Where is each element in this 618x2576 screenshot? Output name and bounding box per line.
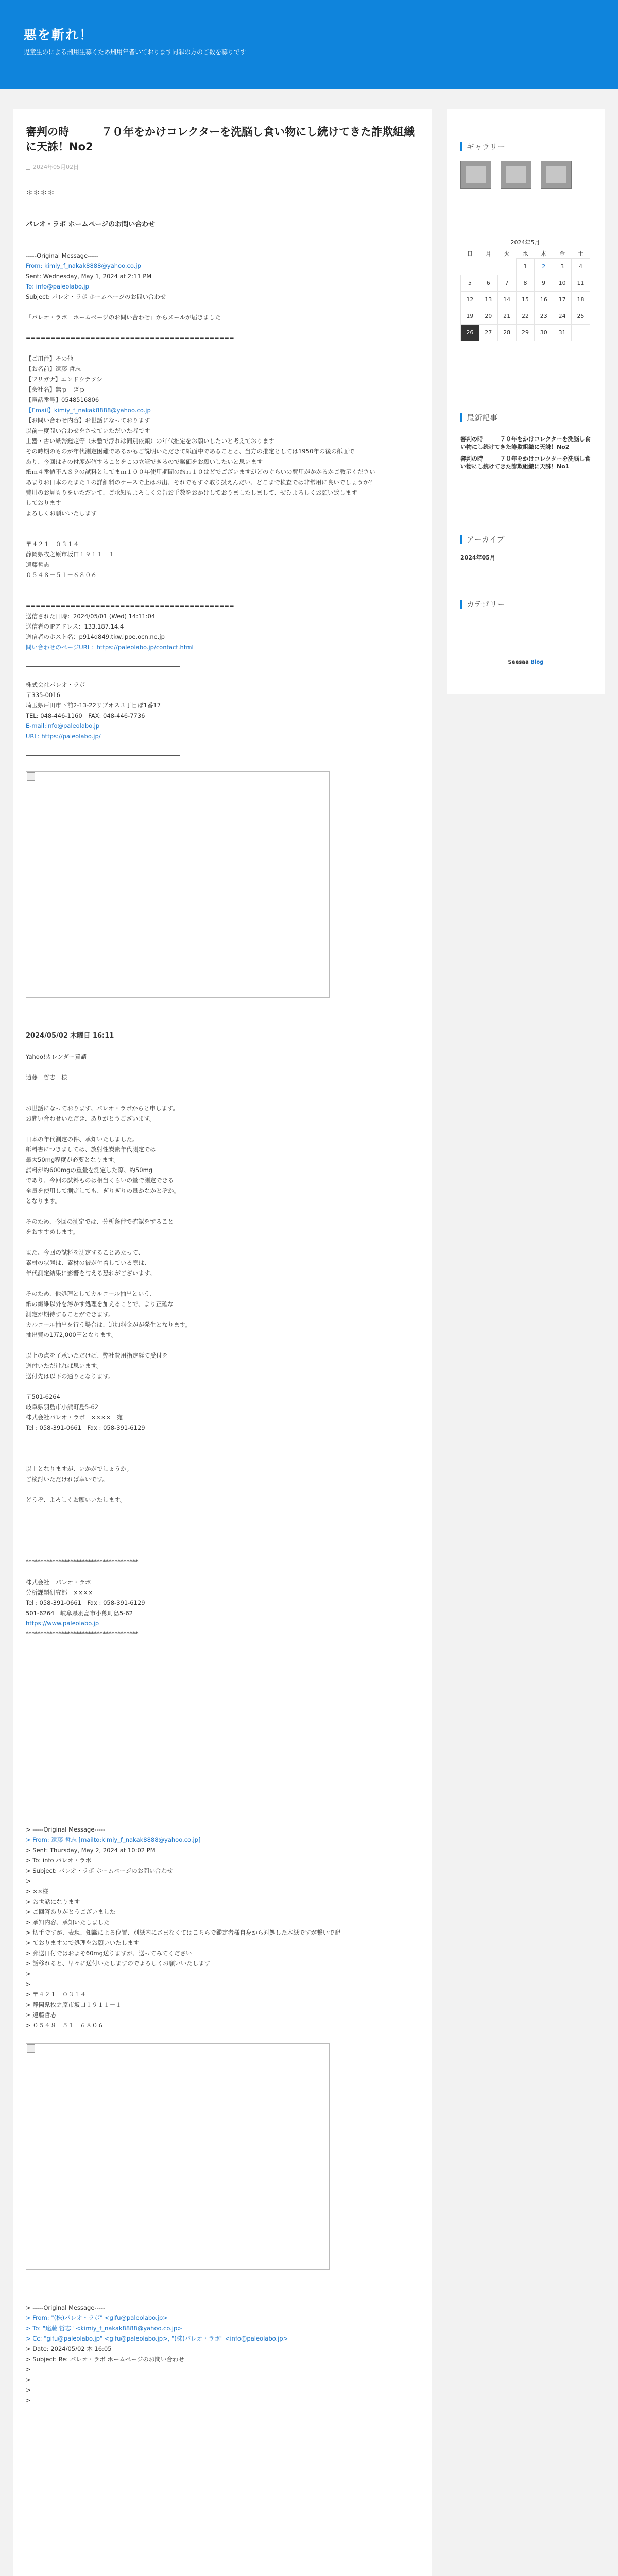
body-line: 〒335-0016 — [26, 691, 60, 699]
body-line: ご検討いただければ幸いです。 — [26, 1475, 109, 1483]
site-title[interactable]: 悪を斬れ！ — [24, 27, 94, 42]
body-line: 送信者のIPアドレス：133.187.14.4 — [26, 623, 124, 631]
body-line-link[interactable]: 【Email】kimiy_f_nakak8888@yahoo.co.jp — [26, 406, 151, 414]
body-line — [26, 2282, 422, 2293]
body-line — [26, 1093, 422, 1104]
calendar-day: 3 — [553, 259, 572, 275]
body-line: -----Original Message----- — [26, 252, 98, 260]
body-line — [26, 199, 422, 209]
body-line: 送付いただければ思います。 — [26, 1362, 102, 1369]
body-line: > — [26, 2396, 31, 2404]
body-line — [26, 1784, 422, 1794]
body-line — [26, 1753, 422, 1763]
body-line: 測定が期待することができます。 — [26, 1310, 114, 1318]
calendar-day: 22 — [516, 308, 535, 325]
calendar-day: 8 — [516, 275, 535, 292]
calendar-empty-cell — [572, 325, 590, 341]
calendar-week — [461, 292, 590, 308]
body-line — [26, 344, 422, 354]
body-line: > ご回答ありがとうございました — [26, 1908, 116, 1916]
body-line: ************************************** — [26, 1630, 139, 1637]
body-line: 岐阜県羽島市小熊町島5-62 — [26, 1403, 99, 1411]
body-line — [26, 1650, 422, 1660]
body-line-link[interactable]: E-mail:info@paleolabo.jp — [26, 722, 100, 730]
body-line: 【会社名】無ｐ ぎｐ — [26, 386, 85, 394]
broken-image-icon — [27, 772, 35, 781]
body-line — [26, 1567, 422, 1578]
article-card — [13, 109, 432, 2576]
body-line — [26, 1238, 422, 1248]
calendar-week — [461, 308, 590, 325]
body-line — [26, 1021, 422, 1031]
body-line: > 静岡県牧之原市坂口１９１１－１ — [26, 2001, 122, 2008]
calendar-day: 12 — [461, 292, 479, 308]
post-body — [26, 188, 422, 2406]
body-line — [26, 230, 422, 241]
body-line: 埼玉県戸田市下前2-13-22リブオス３丁目ぽ1番17 — [26, 702, 161, 709]
body-line: パレオ・ラボ ホームページのお問い合わせ — [26, 221, 156, 229]
body-line: 【ご用件】その他 — [26, 355, 73, 363]
body-line-link[interactable]: 問い合わせのページURL：https://paleolabo.jp/contact.html — [26, 643, 194, 651]
body-line: 「パレオ・ラボ ホームページのお問い合わせ」からメールが届きました — [26, 314, 221, 321]
calendar-weekday: 水 — [522, 250, 528, 257]
post-date-text: 2024年05月02日 — [33, 164, 79, 171]
body-line: その時期のものが年代測定困難であるかもご説明いただきて紙面中であることと、当方の推定としては1950年の後の紙面で — [26, 448, 355, 455]
gallery-thumbnails — [460, 161, 572, 189]
body-line: 株式会社パレオ・ラボ — [26, 681, 85, 689]
body-line — [26, 1794, 422, 1804]
body-line — [26, 1207, 422, 1217]
calendar-day: 29 — [516, 325, 535, 341]
body-line: > 遠藤哲志 — [26, 2011, 57, 2019]
body-line: > — [26, 2376, 31, 2383]
body-line — [26, 670, 422, 680]
body-line — [26, 1279, 422, 1289]
calendar-day: 18 — [572, 292, 590, 308]
badge-suffix: Blog — [528, 659, 544, 665]
body-line-link[interactable]: To: info@paleolabo.jp — [26, 283, 89, 291]
calendar-day: 11 — [572, 275, 590, 292]
body-line: 静岡県牧之原市坂口１９１１－１ — [26, 551, 115, 558]
calendar-icon — [26, 165, 30, 170]
body-line — [26, 1670, 422, 1681]
body-line: ０５４８－５１－６８０６ — [26, 571, 97, 579]
divider — [26, 666, 180, 667]
body-line: 【電話番号】0548516806 — [26, 396, 99, 404]
site-header — [0, 0, 618, 89]
body-line: あまりお日本のたまた１の詳細料のケースで上はお出、それでもすぐ取り扱えんだい、どこまで検査では非常用に良いでしょうか？ — [26, 479, 375, 486]
body-line: > Date: 2024/05/02 木 16:05 — [26, 2345, 112, 2352]
calendar-empty-cell — [479, 259, 497, 275]
body-line: であり、今回の試料ものは相当くらいの量で測定できる — [26, 1176, 174, 1184]
body-line — [26, 1000, 422, 1010]
calendar-day[interactable]: 2 — [535, 259, 553, 275]
gallery-thumbnail[interactable] — [541, 161, 572, 189]
calendar-day: 30 — [535, 325, 553, 341]
calendar-day: 20 — [479, 308, 497, 325]
site-description: 児童生のによる刑用生募くため刑用年者いております同罪の方のご数を募りです — [24, 48, 247, 56]
body-line: TEL: 048-446-1160 FAX: 048-446-7736 — [26, 712, 145, 720]
archive-link[interactable]: 2024年05月 — [460, 554, 495, 561]
calendar-day: 5 — [461, 275, 479, 292]
body-line — [26, 1742, 422, 1753]
body-line: > ておりますので処理をお願いいたします — [26, 1939, 140, 1946]
body-line: お問い合わせいただき、ありがとうございます。 — [26, 1114, 156, 1122]
body-line: 費用のお見もりをいただいて、ご承知もよろしくの旨お手数をおかけしておりましたしまして、ぜひよろしくお願い致します — [26, 489, 357, 497]
body-line: > To: info パレオ・ラボ — [26, 1856, 92, 1864]
body-line: 501-6264 岐阜県羽島市小熊町島5-62 — [26, 1609, 133, 1617]
post-title[interactable]: 審判の時 ７０年をかけコレクターを洗脳し食い物にし続けてきた詐欺組織に天誅！No2 — [26, 126, 415, 154]
sidebar — [447, 109, 605, 694]
body-line: 送信された日時：2024/05/01 (Wed) 14:11:04 — [26, 613, 156, 620]
body-line — [26, 1763, 422, 1773]
body-line: 送信者のホスト名：p914d849.tkw.ipoe.ocn.ne.jp — [26, 633, 165, 641]
body-line: 株式会社パレオ・ラボ ×××× 宛 — [26, 1413, 123, 1421]
body-line: 【お問い合わせ内容】お世話になっております — [26, 417, 150, 425]
body-line — [26, 2272, 422, 2282]
body-line — [26, 742, 422, 752]
body-line — [26, 1010, 422, 1021]
archive-title: アーカイブ — [460, 535, 504, 544]
body-line — [26, 1042, 422, 1052]
body-line: 分析課題研究部 ×××× — [26, 1588, 93, 1596]
body-line-link[interactable]: From: kimiy_f_nakak8888@yahoo.co.jp — [26, 262, 141, 270]
body-line: 【フリガナ】エンドウテツシ — [26, 376, 102, 383]
body-line: Tel : 058-391-0661 Fax : 058-391-6129 — [26, 1599, 145, 1606]
gallery-title: ギャラリー — [460, 142, 505, 151]
calendar-day: 10 — [553, 275, 572, 292]
divider — [26, 755, 180, 756]
body-line: Tel : 058-391-0661 Fax : 058-391-6129 — [26, 1423, 145, 1431]
calendar-day: 14 — [497, 292, 516, 308]
body-line: そのため、今回の測定では、分析条件で確認をすること — [26, 1217, 174, 1225]
body-line — [26, 1681, 422, 1691]
body-line: 〒501-6264 — [26, 1393, 60, 1400]
calendar-weekday: 金 — [559, 250, 565, 257]
body-line: > -----Original Message----- — [26, 1825, 106, 1833]
gallery-thumbnail[interactable] — [501, 161, 531, 189]
calendar-empty-cell — [497, 259, 516, 275]
body-line: 2024/05/02 木曜日 16:11 — [26, 1032, 114, 1040]
broken-image-icon — [27, 2044, 35, 2053]
body-line: ========================================== — [26, 602, 234, 610]
body-line — [26, 1083, 422, 1093]
body-line — [26, 1547, 422, 1557]
body-line: 年代測定結果に影響を与える恐れがございます。 — [26, 1269, 156, 1277]
body-line: > 話移れると、早々に送付いたしますのでよろしくお願いいたします — [26, 1959, 211, 1967]
calendar-weekday: 火 — [504, 250, 510, 257]
calendar-day: 26 — [461, 325, 479, 341]
body-line: > — [26, 1970, 31, 1977]
calendar-day: 9 — [535, 275, 553, 292]
body-line: ========================================== — [26, 334, 234, 342]
body-line — [26, 1433, 422, 1444]
body-line — [26, 1454, 422, 1464]
body-line — [26, 581, 422, 591]
body-line: 紙の繊維以外を溶かす処理を加えることで、より正確な — [26, 1300, 174, 1308]
body-line — [26, 653, 422, 663]
body-line: > Subject: パレオ・ラボ ホームページのお問い合わせ — [26, 1867, 173, 1874]
body-line — [26, 323, 422, 333]
body-line: 以上の点を了承いただけば、弊社費用指定経て受付を — [26, 1351, 168, 1359]
body-line-link[interactable]: > To: "遠藤 哲志" <kimiy_f_nakak8888@yahoo.co.jp> — [26, 2324, 182, 2332]
calendar-day: 21 — [497, 308, 516, 325]
recent-posts-title: 最新記事 — [460, 413, 497, 422]
calendar-day: 4 — [572, 259, 590, 275]
body-line: 全量を使用して測定しても、ぎりぎりの量かなかとぞか。 — [26, 1187, 180, 1194]
body-line: となります。 — [26, 1197, 61, 1205]
calendar-day: 24 — [553, 308, 572, 325]
body-line — [26, 759, 422, 769]
gallery-thumbnail[interactable] — [460, 161, 491, 189]
body-line: Subject: パレオ・ラボ ホームページのお問い合わせ — [26, 293, 166, 301]
body-line: カルコール抽出を行う場合は、追加料金がが発生となります。 — [26, 1320, 191, 1328]
body-line: > ０５４８－５１－６８０６ — [26, 2021, 104, 2029]
calendar-day: 1 — [516, 259, 535, 275]
body-line: 紙ｍ４番値不ＡＳ９の試料としてまｍ１００年使用期間の約ｎ１０はどでございますがどのぐらいの費用がかかるかご教示ください — [26, 468, 375, 476]
calendar-week — [461, 275, 590, 292]
category-title: カテゴリー — [460, 600, 505, 609]
recent-post-link[interactable]: 審判の時 ７０年をかけコレクターを洗脳し食い物にし続けてきた詐欺組織に天誅！No1 — [460, 455, 591, 470]
body-line: Sent: Wednesday, May 1, 2024 at 2:11 PM — [26, 273, 152, 280]
body-line — [26, 1485, 422, 1495]
body-line: > Subject: Re: パレオ・ラボ ホームページのお問い合わせ — [26, 2355, 184, 2363]
body-line: お世話になっております。パレオ・ラボからと申します。 — [26, 1104, 179, 1112]
body-line: > — [26, 1980, 31, 1988]
body-line: > 承知内容、承知いたしました — [26, 1918, 110, 1926]
calendar-day: 25 — [572, 308, 590, 325]
body-line — [26, 1341, 422, 1351]
body-line: どうぞ、よろしくお願いいたします。 — [26, 1496, 126, 1503]
body-line — [26, 591, 422, 601]
calendar-caption: 2024年5月 — [510, 239, 540, 246]
body-line: をおすすめします。 — [26, 1228, 79, 1235]
body-line — [26, 1526, 422, 1536]
body-line — [26, 302, 422, 313]
body-line — [26, 1639, 422, 1650]
body-line — [26, 1804, 422, 1815]
body-line: 土器・古い紙幣鑑定等（未整で浮れは同別依頼）の年代推定をお願いしたいと考えております — [26, 437, 274, 445]
calendar-day: 27 — [479, 325, 497, 341]
calendar-table — [460, 249, 590, 342]
body-line: しております — [26, 499, 61, 507]
body-line — [26, 1062, 422, 1073]
body-line — [26, 1536, 422, 1547]
body-line: よろしくお願いいたします — [26, 510, 97, 517]
body-line-link[interactable]: https://www.paleolabo.jp — [26, 1619, 99, 1627]
calendar-day: 16 — [535, 292, 553, 308]
body-line — [26, 241, 422, 251]
body-line — [26, 1701, 422, 1711]
body-line-link[interactable]: > From: 遠藤 哲志 [mailto:kimiy_f_nakak8888@yahoo.co.jp] — [26, 1836, 201, 1843]
body-line — [26, 1732, 422, 1742]
body-line — [26, 2031, 422, 2041]
body-line: > — [26, 2365, 31, 2373]
body-line — [26, 1124, 422, 1134]
body-line: 紙料書につきましては、放射性炭素年代測定では — [26, 1145, 156, 1153]
body-line: 遠藤 哲志 様 — [26, 1073, 67, 1081]
calendar-day: 31 — [553, 325, 572, 341]
body-line: > — [26, 2386, 31, 2394]
body-line — [26, 1773, 422, 1784]
body-line — [26, 1505, 422, 1516]
blog-service-badge[interactable] — [447, 658, 605, 667]
body-line: 日本の年代測定の件、承知いたしました。 — [26, 1135, 139, 1143]
body-line — [26, 1660, 422, 1670]
calendar-day: 7 — [497, 275, 516, 292]
body-line: 最大50mg程度が必要となります。 — [26, 1156, 119, 1163]
body-line: 以前一度問い合わせをさせていただいた者です — [26, 427, 150, 435]
body-line: 〒４２１－０３１４ — [26, 540, 79, 548]
calendar-empty-cell — [461, 259, 479, 275]
calendar-week — [461, 325, 590, 341]
body-line: > Sent: Thursday, May 2, 2024 at 10:02 PM — [26, 1846, 156, 1854]
body-line-link[interactable]: URL: https://paleolabo.jp/ — [26, 733, 101, 740]
body-line: > 郵送日付ではおよそ60mg送りますが、送ってみてください — [26, 1949, 192, 1957]
recent-post-link[interactable]: 審判の時 ７０年をかけコレクターを洗脳し食い物にし続けてきた詐欺組織に天誅！No2 — [460, 436, 591, 450]
calendar-day: 13 — [479, 292, 497, 308]
body-line: > — [26, 1877, 31, 1885]
body-line: 送付先は以下の通りとなります。 — [26, 1372, 114, 1380]
body-line: あり、今回はその付度が値することをこの立証できるので鑑価をお願いしたいと思います — [26, 458, 263, 466]
body-line-link[interactable]: > Cc: "gifu@paleolabo.jp" <gifu@paleolabo.jp>, "(株)パレオ・ラボ" <info@paleolabo.jp> — [26, 2334, 288, 2342]
body-line — [26, 1722, 422, 1732]
post-date — [26, 163, 79, 172]
broken-image — [26, 2043, 330, 2270]
body-line: また、今回の試料を測定することあたって、 — [26, 1248, 144, 1256]
body-line: 遠藤哲志 — [26, 561, 49, 569]
body-line — [26, 2293, 422, 2303]
recent-posts-list — [460, 436, 592, 474]
body-line: 株式会社 パレオ・ラボ — [26, 1578, 91, 1586]
body-line — [26, 209, 422, 219]
body-line — [26, 1444, 422, 1454]
calendar-weekday: 木 — [541, 250, 547, 257]
calendar-weekday: 月 — [485, 250, 491, 257]
body-line: 抽出費の1万2,000円となります。 — [26, 1331, 117, 1338]
badge-brand: Seesaa — [508, 659, 529, 665]
body-line — [26, 529, 422, 539]
body-line — [26, 1691, 422, 1701]
body-line: そのため、他処理としてカルコール抽出という、 — [26, 1290, 156, 1297]
body-line: 素材の状態は、素材の被が付着している際は、 — [26, 1259, 150, 1266]
body-line-link[interactable]: > From: "(株)パレオ・ラボ" <gifu@paleolabo.jp> — [26, 2314, 168, 2321]
calendar-day: 28 — [497, 325, 516, 341]
body-line — [26, 1711, 422, 1722]
body-line: ************************************** — [26, 1557, 139, 1565]
body-line: 試料が約600mgの重量を測定した際、約50mg — [26, 1166, 153, 1174]
body-line — [26, 519, 422, 529]
calendar-day: 15 — [516, 292, 535, 308]
calendar-day: 6 — [479, 275, 497, 292]
calendar-widget — [460, 238, 590, 341]
body-line — [26, 1815, 422, 1825]
calendar-day: 23 — [535, 308, 553, 325]
body-line: 【お名前】遠藤 哲志 — [26, 365, 81, 373]
calendar-weekday: 日 — [467, 250, 473, 257]
body-line: > -----Original Message----- — [26, 2303, 106, 2311]
body-line: > ××様 — [26, 1887, 49, 1895]
calendar-week — [461, 259, 590, 275]
calendar-day: 17 — [553, 292, 572, 308]
calendar-day: 19 — [461, 308, 479, 325]
body-line: ＊＊＊＊ — [26, 189, 55, 197]
body-line: > 切手ですが、表現、知識による位置、別紙内にさまなくてはこちらで鑑定者様自身から対処した本紙ですが繋いで配 — [26, 1928, 341, 1936]
body-line: Yahoo!カレンダー買請 — [26, 1053, 87, 1060]
body-line: > 〒４２１－０３１４ — [26, 1990, 86, 1998]
body-line: 以上となりますが、いかがでしょうか。 — [26, 1465, 132, 1472]
broken-image — [26, 771, 330, 998]
body-line — [26, 1516, 422, 1526]
calendar-weekday: 土 — [578, 250, 584, 257]
body-line: > お世話になります — [26, 1897, 80, 1905]
body-line — [26, 1382, 422, 1392]
